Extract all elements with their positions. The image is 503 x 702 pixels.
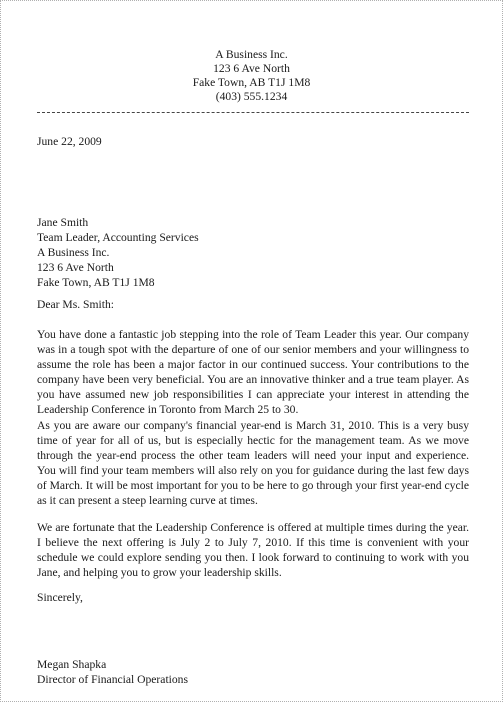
letterhead-phone: (403) 555.1234 — [215, 90, 288, 103]
recipient-address — [37, 215, 469, 290]
signer-name: Megan Shapka — [37, 658, 107, 671]
recipient-company: A Business Inc. — [37, 246, 110, 259]
salutation: Dear Ms. Smith: — [37, 298, 114, 311]
letter-date: June 22, 2009 — [37, 135, 102, 148]
letterhead-city: Fake Town, AB T1J 1M8 — [192, 76, 311, 89]
letterhead — [0, 48, 503, 104]
recipient-name: Jane Smith — [37, 216, 89, 229]
signer-title: Director of Financial Operations — [37, 673, 188, 686]
body-paragraph-2: As you are aware our company's financial year-end is March 31, 2010. This is a very busy time of year for all of us, but is especially hectic for the management team. As we move through the year-end process the other team leaders will need your input and experience. You will find your team members will also rely on you for guidance during the last few days of March. It will be most important for you to be here to go through your first year-end cycle as it can present a steep learning curve at times. — [37, 419, 469, 507]
recipient-street: 123 6 Ave North — [37, 261, 114, 274]
closing: Sincerely, — [37, 591, 83, 604]
recipient-title: Team Leader, Accounting Services — [37, 231, 199, 244]
letterhead-company: A Business Inc. — [215, 48, 288, 61]
body-paragraph-1: You have done a fantastic job stepping into the role of Team Leader this year. Our company was in a tough spot with the departure of one of our senior members and your willingness to assume the role has been a major factor in our continued success. Your contributions to the company have been very beneficial. You are an innovative thinker and a true team player. As you have assumed new job responsibilities I can appreciate your interest in attending the Leadership Conference in Toronto from March 25 to 30. — [37, 328, 469, 416]
signature-block — [37, 657, 469, 687]
letterhead-street: 123 6 Ave North — [213, 62, 290, 75]
body-paragraph-3: We are fortunate that the Leadership Conference is offered at multiple times during the year. I believe the next offering is July 2 to July 7, 2010. If this time is convenient with your schedule we could explore sending you then. I look forward to continuing to work with you Jane, and helping you to grow your leadership skills. — [37, 521, 469, 579]
letterhead-divider — [37, 112, 469, 113]
recipient-city: Fake Town, AB T1J 1M8 — [37, 276, 155, 289]
